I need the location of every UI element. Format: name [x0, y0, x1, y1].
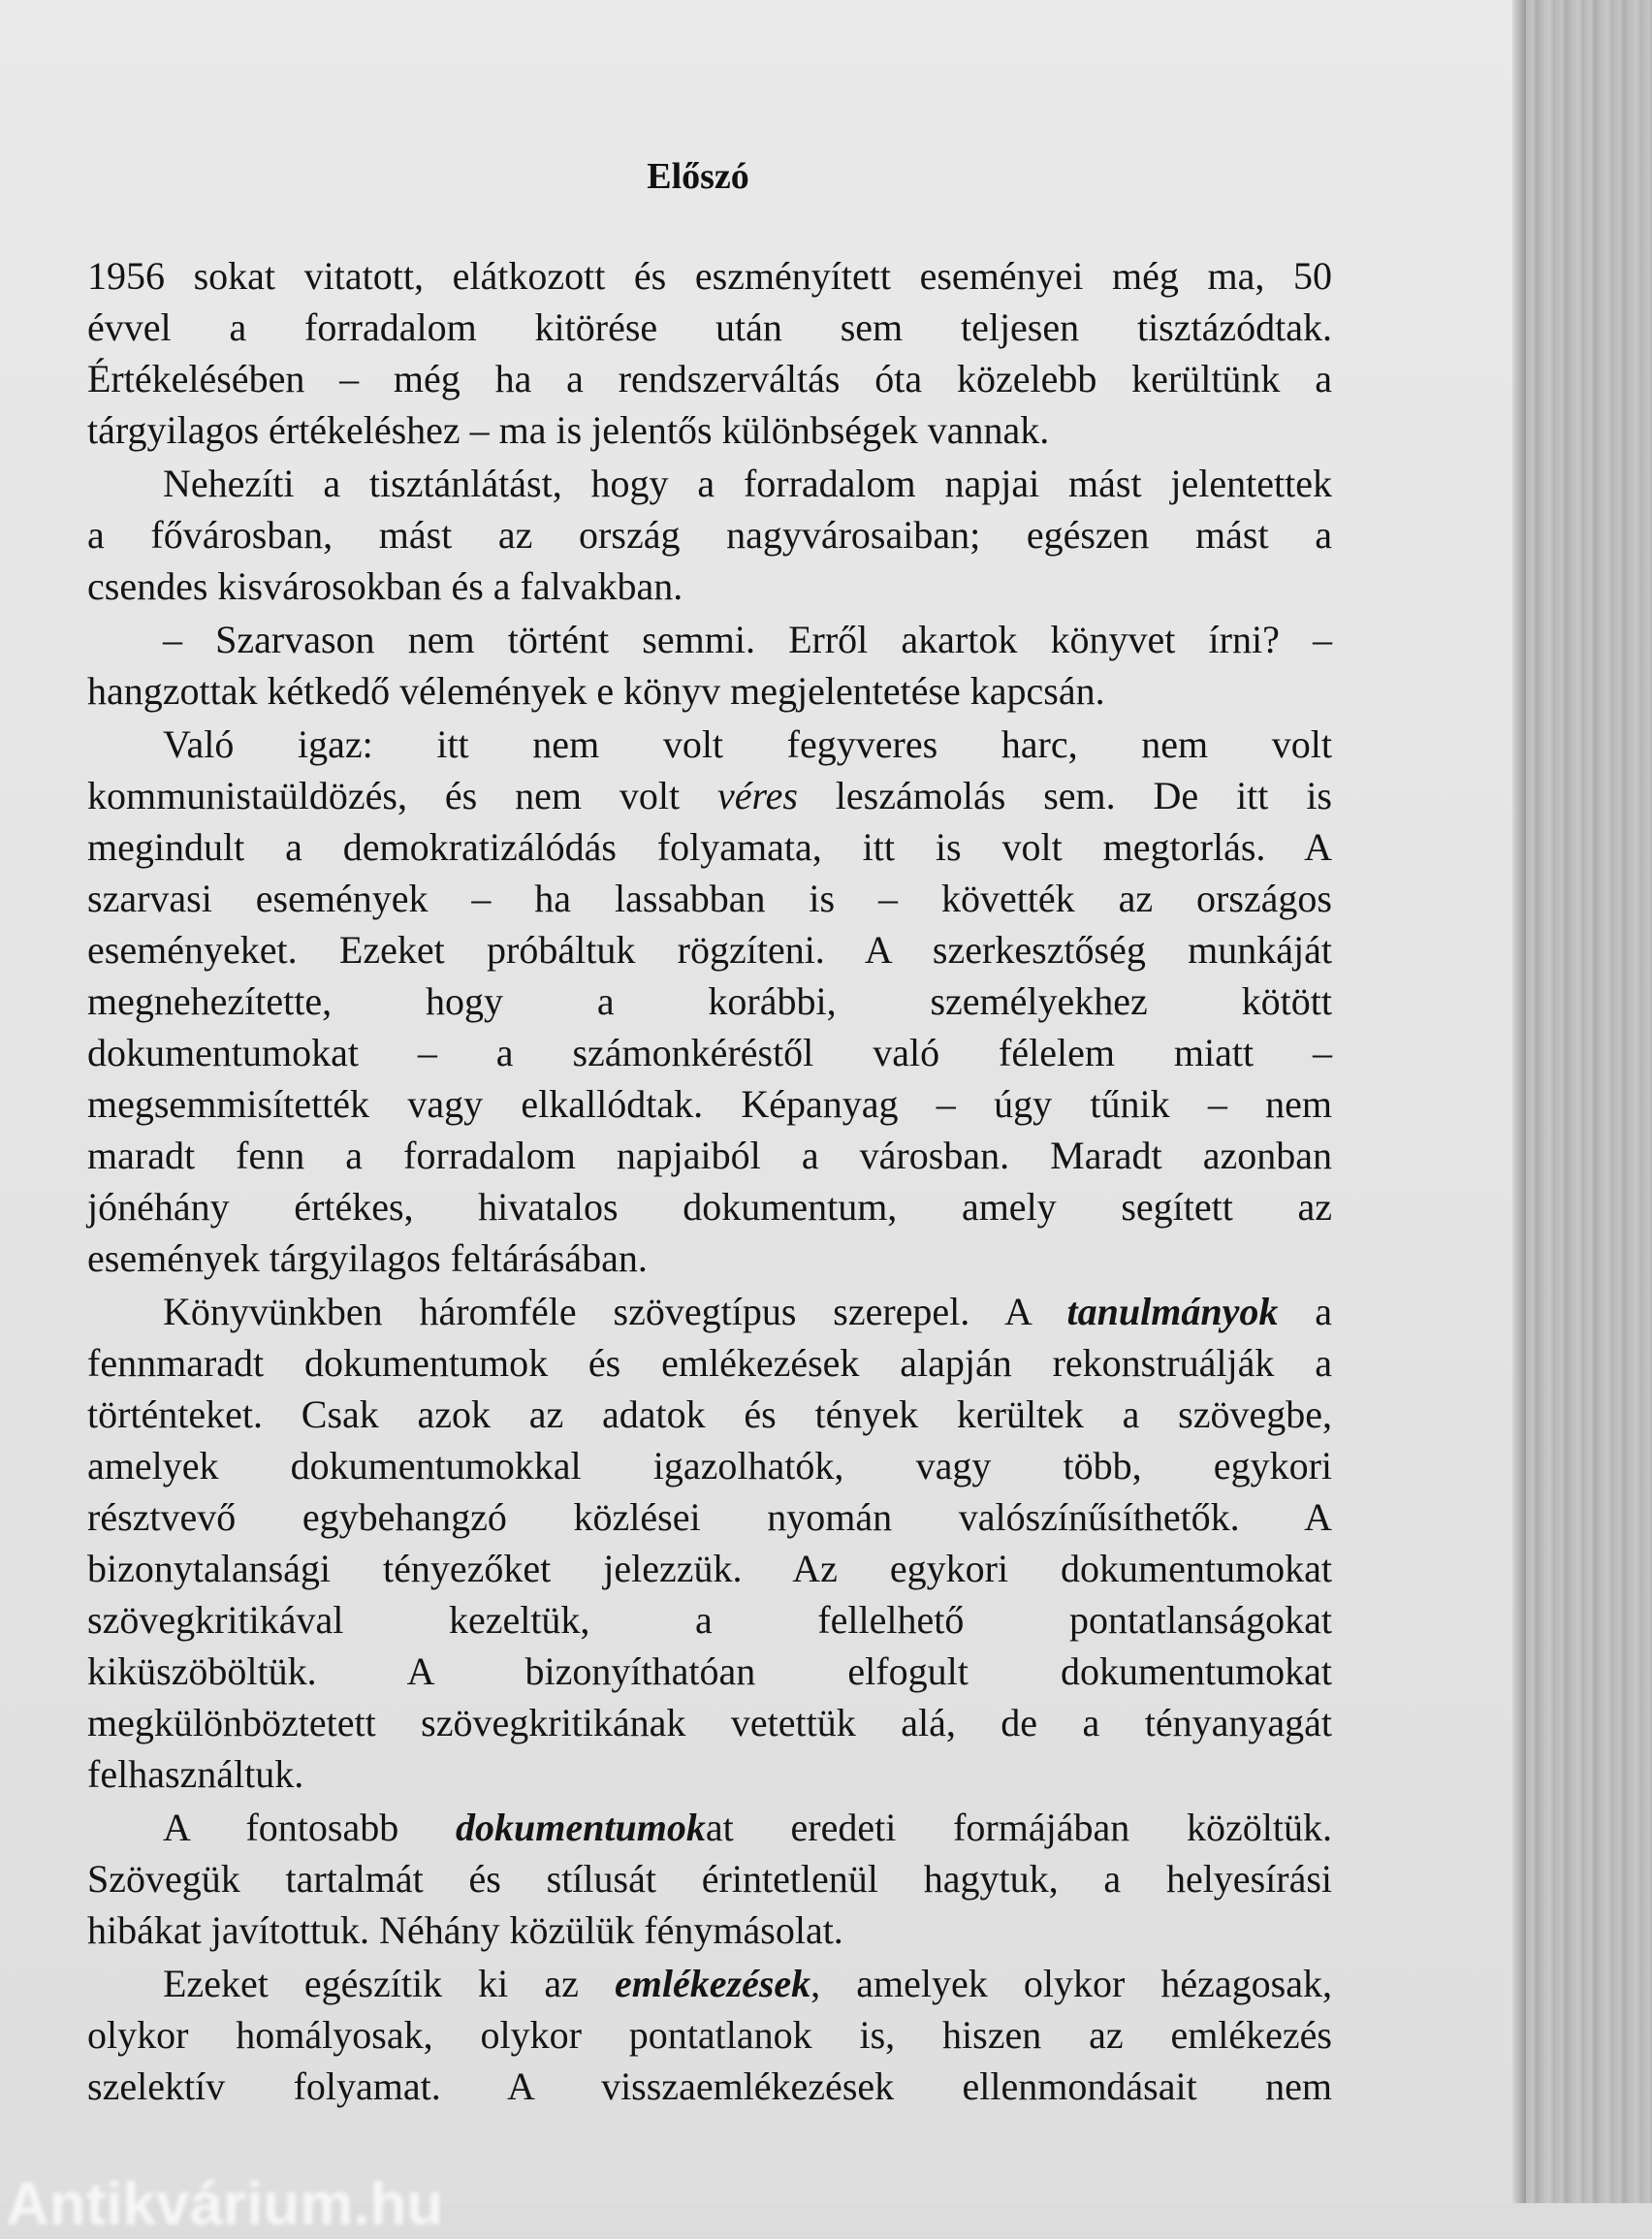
- text-segment: fennmaradt dokumentumok és emlékezések alapján rekonstruálják a: [87, 1341, 1332, 1385]
- text-segment: történteket. Csak azok az adatok és tények kerültek a szövegbe,: [87, 1392, 1332, 1436]
- text-line: [87, 353, 1332, 404]
- text-segment: a fővárosban, mást az ország nagyvárosaiban; egészen mást a: [87, 513, 1332, 557]
- text-segment: bizonytalansági tényezőket jelezzük. Az egykori dokumentumokat: [87, 1547, 1332, 1590]
- text-line: [87, 1904, 1332, 1956]
- text-line: [87, 302, 1332, 353]
- text-line: [87, 1389, 1332, 1440]
- text-segment: felhasználtuk.: [87, 1752, 304, 1796]
- text-segment: Ezeket egészítik ki az: [163, 1962, 616, 2005]
- text-segment: Könyvünkben háromféle szövegtípus szerepel. A: [163, 1290, 1067, 1333]
- text-line: [87, 665, 1332, 717]
- page-edge: [1512, 0, 1526, 2203]
- text-segment: szövegkritikával kezeltük, a fellelhető pontatlanságokat: [87, 1598, 1332, 1642]
- text-line: [87, 1491, 1332, 1543]
- text-line: [87, 458, 1332, 509]
- text-segment: olykor homályosak, olykor pontatlanok is, hiszen az emlékezés: [87, 2013, 1332, 2057]
- text-segment: megindult a demokratizálódás folyamata, itt is volt megtorlás. A: [87, 825, 1332, 869]
- text-segment: megnehezítette, hogy a korábbi, személyekhez kötött: [87, 979, 1332, 1023]
- text-line: [87, 719, 1332, 770]
- text-line: [87, 976, 1332, 1027]
- text-line: [87, 2061, 1332, 2112]
- text-segment: kommunistaüldözés, és nem volt: [87, 774, 717, 817]
- text-segment: A fontosabb: [163, 1806, 457, 1849]
- text-line: [87, 1853, 1332, 1904]
- text-line: [87, 1337, 1332, 1389]
- text-segment: jónéhány értékes, hivatalos dokumentum, amely segített az: [87, 1185, 1332, 1229]
- text-line: [87, 1027, 1332, 1078]
- text-line: [87, 1697, 1332, 1748]
- text-segment: megkülönböztetett szövegkritikának vetettük alá, de a tényanyagát: [87, 1701, 1332, 1744]
- text-segment: események tárgyilagos feltárásában.: [87, 1236, 648, 1280]
- emphasized-text: tanulmányok: [1066, 1290, 1279, 1333]
- emphasized-text: dokumentumok: [456, 1806, 706, 1849]
- chapter-title: Előszó: [647, 156, 749, 197]
- emphasized-text: véres: [716, 774, 798, 817]
- text-segment: Való igaz: itt nem volt fegyveres harc, nem volt: [163, 722, 1332, 766]
- text-line: [87, 1181, 1332, 1232]
- text-line: [87, 560, 1332, 612]
- text-line: [87, 1802, 1332, 1853]
- text-line: [87, 614, 1332, 665]
- body-text: [87, 250, 1332, 2112]
- text-line: [87, 1958, 1332, 2009]
- text-segment: leszámolás sem. De itt is: [797, 774, 1332, 817]
- text-segment: évvel a forradalom kitörése után sem teljesen tisztázódtak.: [87, 305, 1332, 349]
- text-line: [87, 821, 1332, 873]
- text-segment: – Szarvason nem történt semmi. Erről akartok könyvet írni? –: [163, 618, 1332, 661]
- text-line: [87, 1130, 1332, 1181]
- watermark: Antikvárium.hu: [6, 2171, 444, 2238]
- text-line: [87, 1748, 1332, 1800]
- text-segment: szarvasi események – ha lassabban is – követték az országos: [87, 877, 1332, 920]
- text-line: [87, 509, 1332, 560]
- text-segment: Nehezíti a tisztánlátást, hogy a forradalom napjai mást jelentettek: [163, 462, 1332, 505]
- text-line: [87, 1232, 1332, 1284]
- text-line: [87, 250, 1332, 302]
- text-segment: , amelyek olykor hézagosak,: [810, 1962, 1332, 2005]
- text-segment: kiküszöböltük. A bizonyíthatóan elfogult dokumentumokat: [87, 1649, 1332, 1693]
- text-segment: szelektív folyamat. A visszaemlékezések ellenmondásait nem: [87, 2064, 1332, 2108]
- text-segment: amelyek dokumentumokkal igazolhatók, vagy több, egykori: [87, 1444, 1332, 1487]
- text-segment: tárgyilagos értékeléshez – ma is jelentős különbségek vannak.: [87, 408, 1050, 452]
- text-line: [87, 770, 1332, 821]
- text-segment: a: [1278, 1290, 1332, 1333]
- text-line: [87, 1543, 1332, 1594]
- text-line: [87, 1078, 1332, 1130]
- text-segment: Értékelésében – még ha a rendszerváltás óta közelebb kerültünk a: [87, 357, 1332, 400]
- text-line: [87, 1286, 1332, 1337]
- text-line: [87, 873, 1332, 924]
- text-segment: maradt fenn a forradalom napjaiból a városban. Maradt azonban: [87, 1134, 1332, 1177]
- text-segment: at eredeti formájában közöltük.: [705, 1806, 1332, 1849]
- text-line: [87, 924, 1332, 976]
- text-segment: Szövegük tartalmát és stílusát érintetlenül hagytuk, a helyesírási: [87, 1857, 1332, 1901]
- text-line: [87, 1594, 1332, 1646]
- text-line: [87, 404, 1332, 456]
- text-line: [87, 1440, 1332, 1491]
- text-line: [87, 1646, 1332, 1697]
- text-segment: hibákat javítottuk. Néhány közülük fénymásolat.: [87, 1908, 843, 1952]
- text-line: [87, 2009, 1332, 2061]
- text-segment: megsemmisítették vagy elkallódtak. Képanyag – úgy tűnik – nem: [87, 1082, 1332, 1126]
- text-segment: hangzottak kétkedő vélemények e könyv megjelentetése kapcsán.: [87, 669, 1105, 713]
- text-segment: résztvevő egybehangzó közlései nyomán valószínűsíthetők. A: [87, 1495, 1332, 1539]
- emphasized-text: emlékezések: [615, 1962, 811, 2005]
- text-segment: dokumentumokat – a számonkéréstől való félelem miatt –: [87, 1031, 1332, 1074]
- text-segment: 1956 sokat vitatott, elátkozott és eszményített eseményei még ma, 50: [87, 254, 1332, 298]
- text-segment: eseményeket. Ezeket próbáltuk rögzíteni. A szerkesztőség munkáját: [87, 928, 1332, 972]
- wood-background: [1526, 0, 1652, 2203]
- text-segment: csendes kisvárosokban és a falvakban.: [87, 564, 683, 608]
